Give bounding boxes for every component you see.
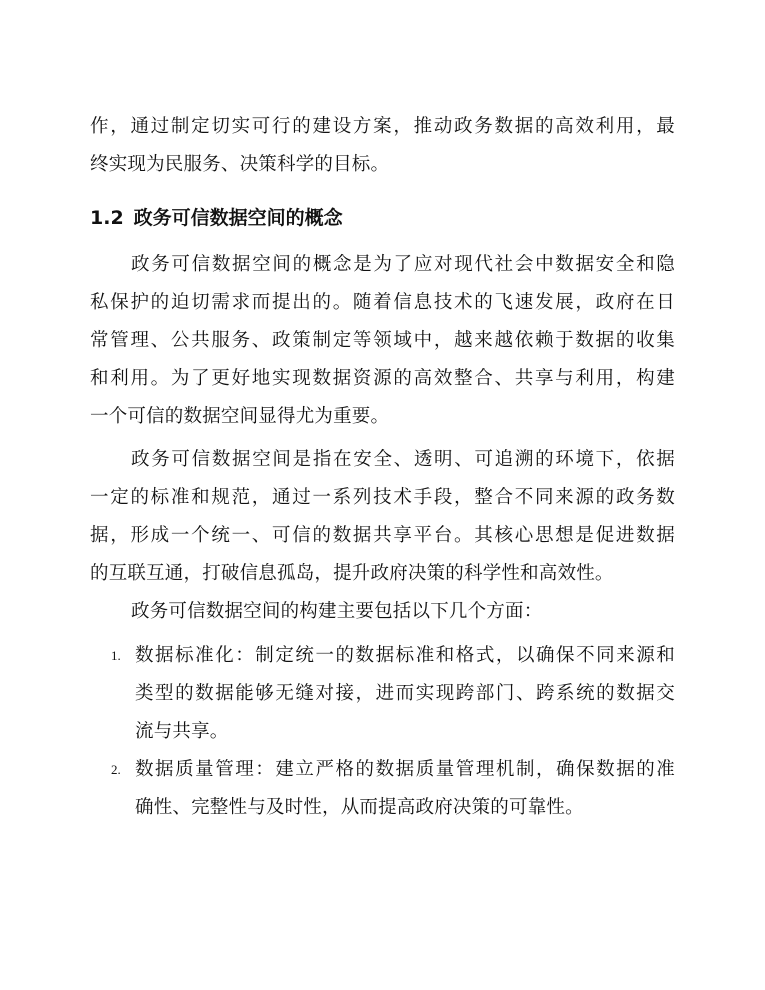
paragraph1-line: 一个可信的数据空间显得尤为重要。 [90, 406, 390, 427]
paragraph1-line: 私保护的迫切需求而提出的。随着信息技术的飞速发展，政府在日 [90, 292, 675, 313]
list-item-marker: 2. [111, 762, 121, 777]
intro-line: 作，通过制定切实可行的建设方案，推动政务数据的高效利用，最 [90, 116, 675, 137]
list-item-line: 数据质量管理：建立严格的数据质量管理机制，确保数据的准 [135, 759, 675, 780]
section-heading [90, 199, 343, 237]
list-item-marker: 1. [111, 648, 121, 663]
list-item-line: 流与共享。 [135, 721, 229, 742]
paragraph1-line: 常管理、公共服务、政策制定等领域中，越来越依赖于数据的收集 [90, 330, 675, 351]
intro-line: 终实现为民服务、决策科学的目标。 [90, 154, 390, 175]
paragraph1-line: 和利用。为了更好地实现数据资源的高效整合、共享与利用，构建 [90, 368, 675, 389]
list-item-line: 类型的数据能够无缝对接，进而实现跨部门、跨系统的数据交 [135, 683, 675, 704]
section-title: 政务可信数据空间的概念 [133, 207, 343, 229]
paragraph2-line: 政务可信数据空间是指在安全、透明、可追溯的环境下，依据 [131, 449, 675, 470]
paragraph1-line: 政务可信数据空间的概念是为了应对现代社会中数据安全和隐 [131, 254, 675, 275]
section-number: 1.2 [90, 207, 124, 229]
paragraph2-line: 的互联互通，打破信息孤岛，提升政府决策的科学性和高效性。 [90, 563, 614, 584]
paragraph2-line: 据，形成一个统一、可信的数据共享平台。其核心思想是促进数据 [90, 525, 675, 546]
list-item-line: 确性、完整性与及时性，从而提高政府决策的可靠性。 [135, 797, 584, 818]
paragraph2-line: 一定的标准和规范，通过一系列技术手段，整合不同来源的政务数 [90, 487, 675, 508]
paragraph3-line: 政务可信数据空间的构建主要包括以下几个方面： [131, 601, 543, 622]
list-item-line: 数据标准化：制定统一的数据标准和格式，以确保不同来源和 [135, 645, 675, 666]
